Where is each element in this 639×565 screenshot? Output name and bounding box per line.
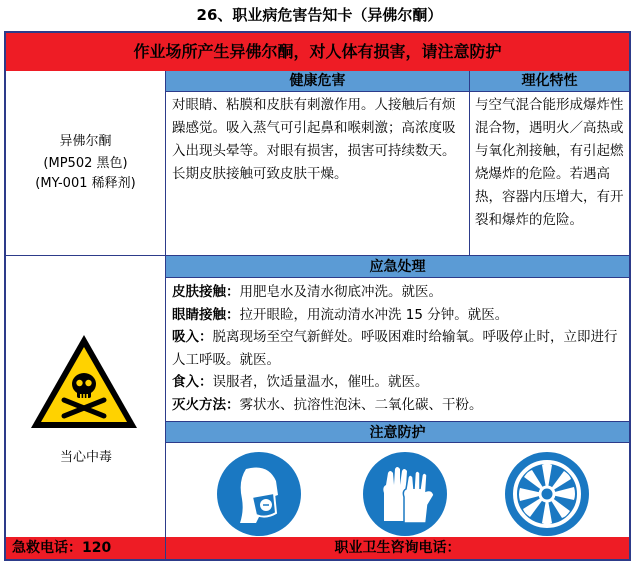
emergency-item-skin: [172, 281, 623, 304]
emergency-label: 灭火方法: [172, 396, 226, 413]
emergency-label: 食入: [172, 374, 199, 390]
emergency-text: 用肥皂水及清水彻底冲洗。就医。: [239, 284, 442, 300]
emergency-header: 应急处理: [166, 256, 629, 278]
emergency-sep: ：: [226, 396, 240, 413]
protection-header: 注意防护: [166, 421, 629, 443]
emergency-phone: 急救电话：120: [6, 537, 166, 559]
emergency-sep: ：: [199, 374, 213, 390]
emergency-label: 皮肤接触: [172, 284, 226, 300]
substance-code-1: (MP502 黑色): [43, 156, 128, 171]
respirator-mask-icon: [216, 451, 302, 537]
substance-cell: [6, 71, 166, 256]
health-hazard-text: 对眼睛、粘膜和皮肤有刺激作用。人接触后有烦躁感觉。吸入蒸气可引起鼻和喉刺激；高浓度吸入出现头晕等。对眼有损害，损害可持续数天。长期皮肤接触可致皮肤干燥。: [166, 92, 470, 256]
consult-phone: 职业卫生咨询电话：: [166, 537, 629, 559]
document-title: 26、职业病危害告知卡（异佛尔酮）: [196, 6, 443, 24]
emergency-text: 拉开眼睑，用流动清水冲洗 15 分钟。就医。: [239, 306, 509, 323]
ventilation-fan-icon: [504, 451, 590, 537]
properties-text: 与空气混合能形成爆炸性混合物，遇明火／高热或与氧化剂接触，有引起燃烧爆炸的危险。若遇高热，容器内压增大，有开裂和爆炸的危险。: [470, 92, 629, 256]
emergency-label: 眼睛接触: [172, 306, 226, 323]
emergency-sep: ：: [199, 329, 213, 345]
emergency-list: [166, 278, 629, 421]
properties-header: 理化特性: [470, 71, 629, 92]
substance-code-2: (MY-001 稀释剂): [35, 176, 136, 191]
protection-icons: [166, 443, 629, 537]
emergency-item-eye: [172, 304, 623, 327]
poison-skull-icon: [28, 332, 140, 432]
emergency-item-fire: [172, 394, 623, 417]
substance-name: 异佛尔酮: [59, 134, 112, 149]
hazard-notice-card: [4, 31, 631, 561]
warning-sign-label: 当心中毒: [59, 450, 112, 465]
emergency-sep: ：: [226, 284, 240, 300]
emergency-text: 脱离现场至空气新鲜处。呼吸困难时给输氧。呼吸停止时，立即进行人工呼吸。就医。: [172, 329, 618, 368]
warning-sign-cell: [6, 256, 166, 537]
emergency-text: 误服者，饮适量温水，催吐。就医。: [212, 374, 429, 390]
emergency-item-ingestion: [172, 371, 623, 394]
protective-gloves-icon: [362, 451, 448, 537]
emergency-text: 雾状水、抗溶性泡沫、二氧化碳、干粉。: [239, 396, 483, 413]
emergency-item-inhalation: [172, 326, 623, 371]
warning-banner: 作业场所产生异佛尔酮，对人体有损害，请注意防护: [6, 33, 629, 71]
emergency-sep: ：: [226, 306, 240, 323]
health-hazard-header: 健康危害: [166, 71, 470, 92]
emergency-label: 吸入: [172, 329, 199, 345]
